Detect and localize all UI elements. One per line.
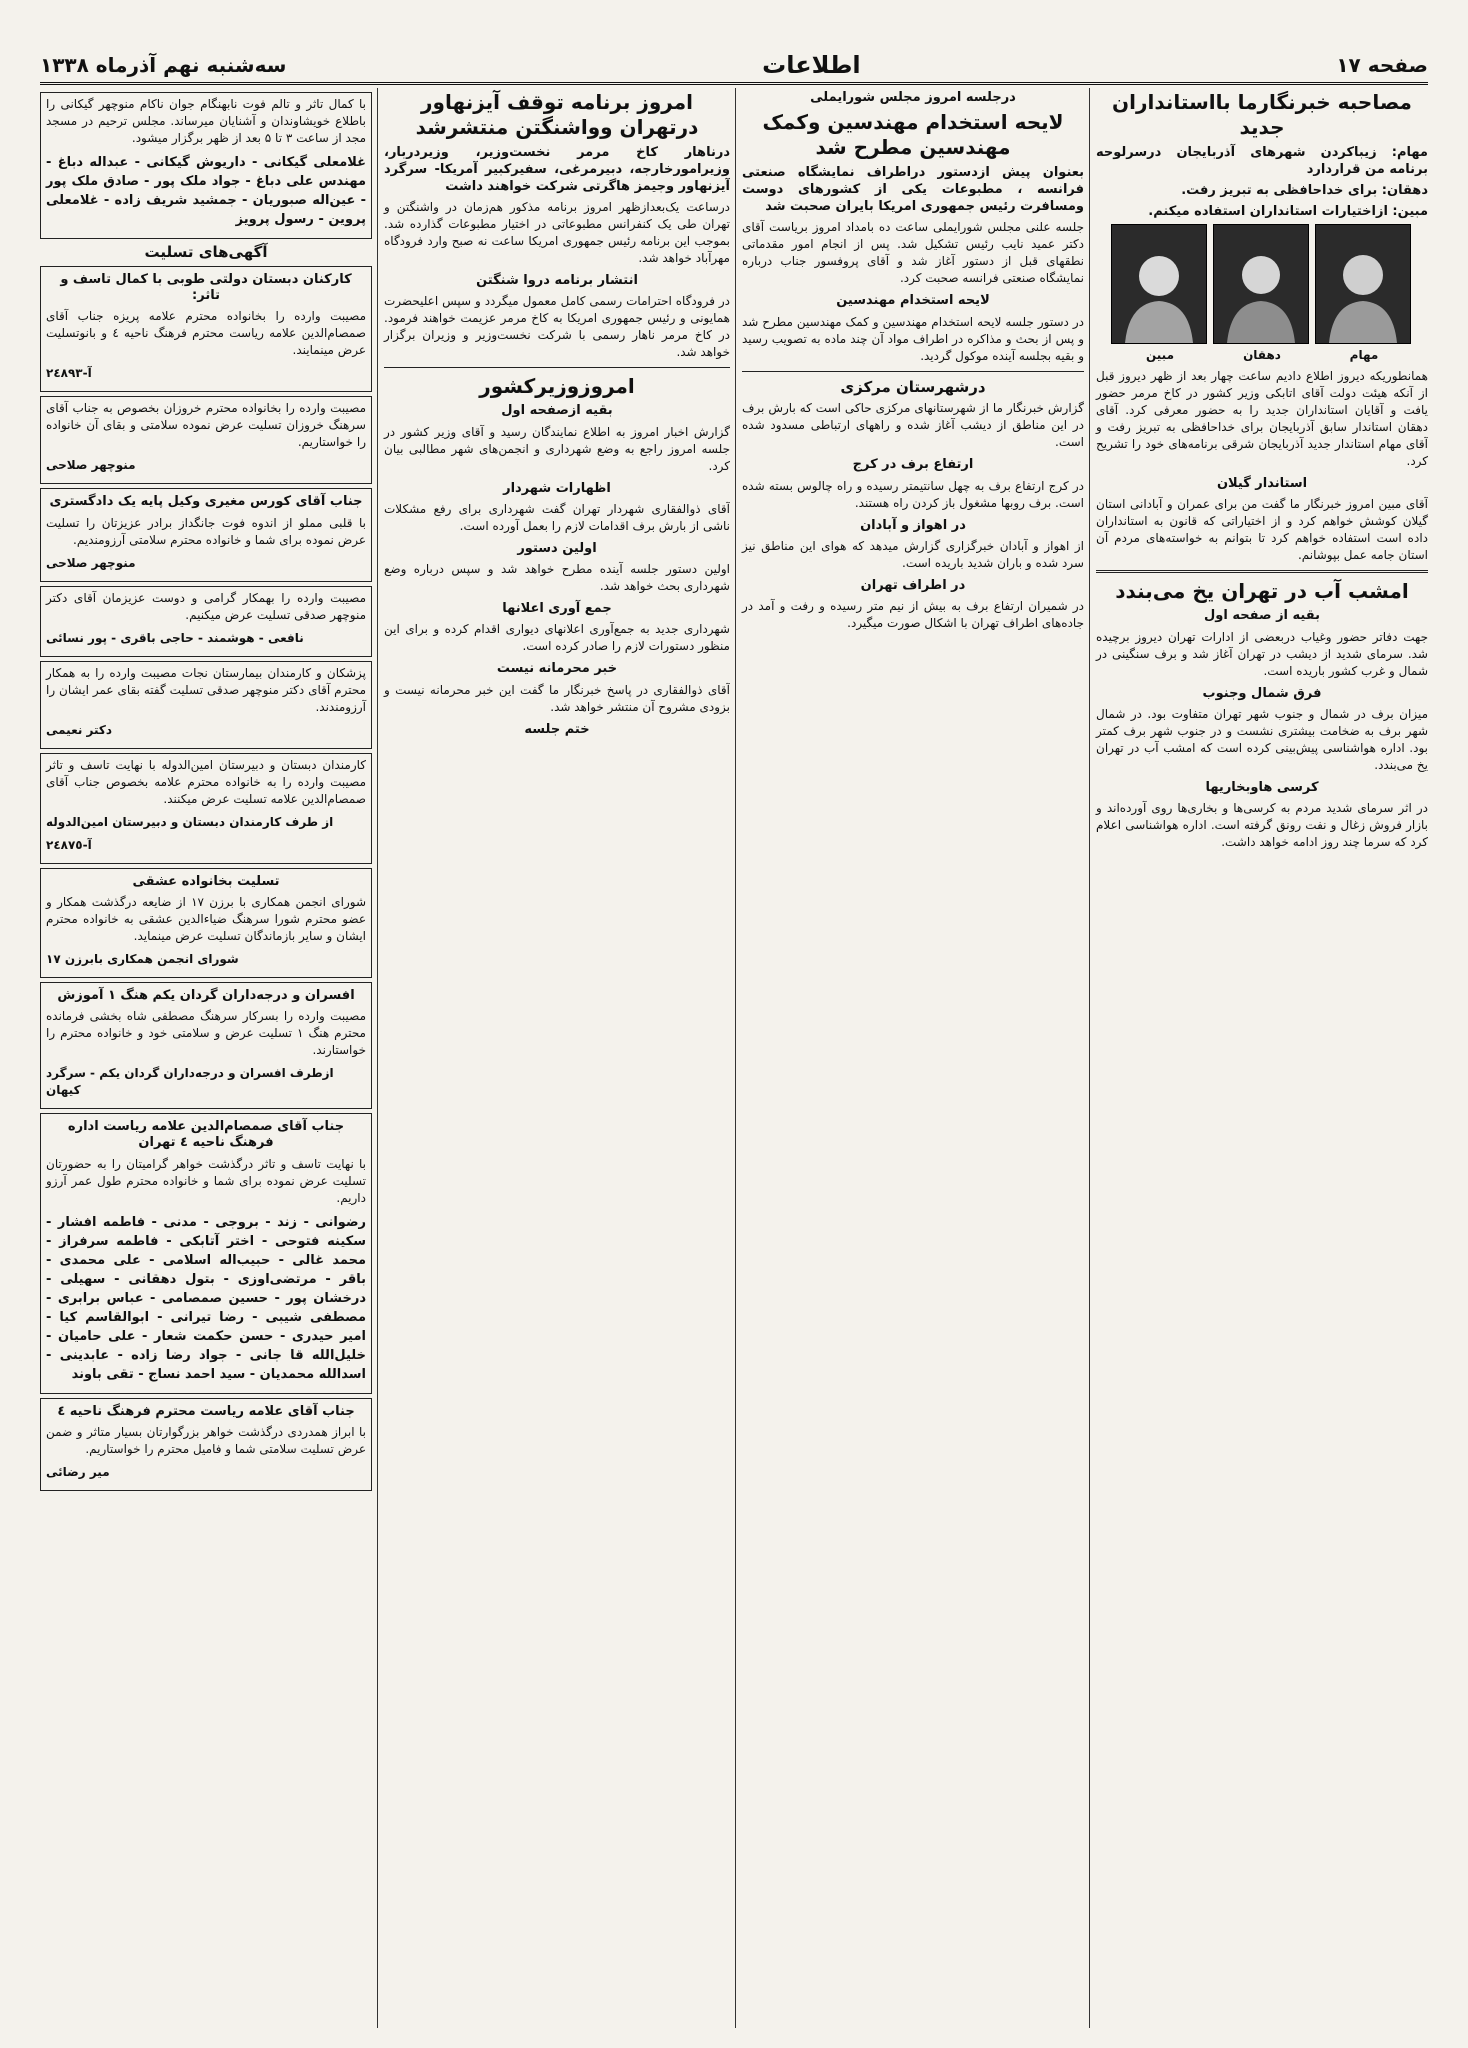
masthead [40, 48, 1428, 85]
notice-code: آ-۲٤۸۷٥ [46, 837, 92, 852]
article-body: درساعت یک‌بعدازظهر امروز برنامه مذکور هم‌زمان در واشنگتن و تهران طی یک کنفرانس مطبوعاتی در اختیار مطبوعات گذارده شد. بموجب این برنامه رئیس جمهوری امریکا ساعت نه صبح وارد فرودگاه مهرآباد خواهد شد. [384, 200, 730, 265]
section-heading: ارتفاع برف در کرج [852, 457, 974, 473]
divider [1096, 570, 1428, 573]
notice-title: جناب آقای کورس مغیری وکیل پایه یک دادگستری [49, 494, 363, 510]
article-body: در شمیران ارتفاع برف به بیش از نیم متر رسیده و رفت و آمد در جاده‌های اطراف تهران با اشکال صورت میگیرد. [742, 599, 1084, 630]
notice-body: با قلبی مملو از اندوه فوت جانگداز برادر عزیزتان را تسلیت عرض نموده برای شما و خانواده محترم سلامتی آرزومندیم. [46, 515, 366, 547]
article-body: آقای ذوالفقاری شهردار تهران گفت شهرداری برای رفع مشکلات ناشی از بارش برف اقدامات لازم را بعمل آورده است. [384, 501, 730, 533]
subheading: مهام: زیباکردن شهرهای آذربایجان درسرلوحه برنامه من قراردارد [1096, 145, 1428, 177]
notice-signature: دکتر نعیمی [46, 722, 113, 737]
notice-title: تسلیت بخانواده عشقی [132, 873, 280, 889]
column-parliament [735, 88, 1084, 2028]
notice-names: رضوانی - زند - بروجی - مدنی - فاطمه افشار - سکینه فتوحی - اختر آتابکی - فاطمه سرفراز - محمد غالی - حبیب‌اله اسلامی - علی محمدی - باقر - مرتضی‌اوزی - بتول دهقانی - سهیلی - درخشان پور - حسین صمصامی - عباس برابری - مصطفی شیبی - رضا تیرانی - ابوالقاسم کیا - امیر حیدری - حسن حکمت شعار - علی حامیان - خلیل‌الله قا جانی - جواد رضا زاده - عابدینی - اسدالله محمدیان - سید احمد نساج - تقی باوند [46, 1214, 366, 1382]
notice-body: پزشکان و کارمندان بیمارستان نجات مصیبت وارده را به همکار محترم آقای دکتر منوچهر صدقی تسلیت گفته بقای عمر ایشان را آرزومندند. [46, 665, 366, 714]
portrait-photo [1111, 224, 1207, 344]
portrait [1215, 224, 1309, 364]
notice-names: غلامعلی گیکانی - داریوش گیکانی - عبداله دباغ - مهندس علی دباغ - جواد ملک پور - صادق ملک پور - عین‌اله صبوریان - جمشید شریف زاده - غلامعلی پروین - رسول پرویز [46, 155, 366, 227]
portrait [1113, 224, 1207, 364]
article-body: جهت دفاتر حضور وغیاب دربعضی از ادارات تهران دیروز برچیده شد. سرمای شدید از دیشب در تهران آغاز شد و برف سنگینی در شمال و غرب کشور باریده است. [1096, 629, 1428, 678]
article-body: از اهواز و آبادان خبرگزاری گزارش میدهد که هوای این مناطق نیز سرد شده و باران شدید باریده است. [742, 538, 1084, 570]
portrait-caption: مبین [1145, 348, 1175, 362]
headline-parliament: لایحه استخدام مهندسین وکمک مهندسین مطرح شد [762, 110, 1064, 160]
section-heading: استاندار گیلان [1216, 476, 1308, 491]
notice-signature: از طرف کارمندان دبستان و دبیرستان امین‌الدوله [46, 814, 334, 829]
section-title: آگهی‌های تسلیت [144, 243, 268, 261]
section-heading: لایحه استخدام مهندسین [836, 293, 990, 309]
condolence-notice [40, 1398, 372, 1491]
headline-eisenhower: امروز برنامه توقف آیزنهاور درتهران وواشنگتن منتشرشد [415, 90, 699, 139]
column-eisenhower [377, 88, 730, 2028]
notice-body: شورای انجمن همکاری با برزن ۱۷ از ضایعه درگذشت همکار و عضو محترم شورا سرهنگ ضیاءالدین عشقی به خانواده محترم ایشان و سایر بازماندگان تسلیت عرض مینماید. [46, 894, 366, 943]
condolence-notice [40, 982, 372, 1109]
notice-title: جناب آقای صمصام‌الدین علامه ریاست اداره فرهنگ ناحیه ٤ تهران [67, 1119, 345, 1151]
section-heading: انتشار برنامه دروا شنگتن [476, 273, 638, 288]
subheading: درناهار کاخ مرمر نخست‌وزیر، وزیردربار، وزیرامورخارجه، دبیرمرغی، سفیرکبیر آمریکا- سرگرد آیزنهاور وجیمز هاگرتی شرکت خواهند داشت [384, 145, 730, 194]
portrait-caption: مهام [1349, 348, 1379, 362]
notice-title: جناب آقای علامه ریاست محترم فرهنگ ناحیه ٤ [57, 1403, 355, 1419]
section-heading: ختم جلسه [524, 721, 590, 737]
headline-weather: امشب آب در تهران یخ می‌بندد [1115, 579, 1409, 604]
notice-body: مصیبت وارده را بهمکار گرامی و دوست عزیزمان آقای دکتر منوچهر صدقی تسلیت عرض میکنیم. [46, 590, 366, 622]
divider [384, 367, 730, 368]
condolence-notice [40, 661, 372, 749]
condolence-notice [40, 266, 372, 393]
column-condolences [40, 88, 372, 2028]
headline-governors: مصاحبه خبرنگارما بااستانداران جدید [1112, 90, 1412, 139]
notice-title: افسران و درجه‌داران گردان یکم هنگ ۱ آموزش [57, 987, 355, 1003]
article-body: گزارش اخبار امروز به اطلاع نمایندگان رسید و آقای وزیر کشور در جلسه امروز راجع به وضع شهرداری و انجمن‌های شهر مطالبی بیان کرد. [384, 424, 730, 473]
subheading: مبین: ازاختیارات استانداران استفاده میکنم. [1148, 204, 1428, 219]
section-heading: جمع آوری اعلانها [502, 601, 612, 616]
notice-body: مصیبت وارده را بخانواده محترم علامه پریزه جناب آقای صمصام‌الدین علامه ریاست محترم فرهنگ ناحیه ٤ و بانوتسلیت عرض مینمایند. [46, 309, 366, 358]
portrait-caption: دهقان [1243, 348, 1281, 362]
portrait [1317, 224, 1411, 364]
notice-body: با ابراز همدردی درگذشت خواهر بزرگوارتان بسیار متاثر و ضمن عرض تسلیت سلامتی شما و فامیل محترم را خواستاریم. [46, 1424, 366, 1456]
condolence-notice [40, 488, 372, 581]
divider [742, 371, 1084, 372]
continuation-note: بقیه ازصفحه اول [501, 403, 613, 419]
continuation-note: بقیه از صفحه اول [1204, 608, 1320, 624]
column-interviews [1089, 88, 1428, 2028]
article-body: اولین دستور جلسه آینده مطرح خواهد شد و سپس درباره وضع شهرداری بحث خواهد شد. [384, 562, 730, 593]
article-body: شهرداری جدید به جمع‌آوری اعلانهای دیواری اقدام کرده و برای این منظور دستورات لازم را صادر کرده است. [384, 622, 730, 654]
notice-title: کارکنان دبستان دولتی طوبی با کمال تاسف و تاثر: [60, 271, 352, 303]
notice-signature: میر رضائی [46, 1464, 110, 1479]
condolence-notice [40, 396, 372, 484]
article-body: در فرودگاه احترامات رسمی کامل معمول میگردد و سپس اعلیحضرت همایونی و رئیس جمهوری امریکا به کاخ مرمر عزیمت خواهند فرمود. در کاخ مرمر ناهار رسمی با شرکت نخست‌وزیر و وزیران برگزار خواهد شد. [384, 294, 730, 360]
section-heading: در اهواز و آبادان [860, 517, 966, 533]
notice-body: با نهایت تاسف و تاثر درگذشت خواهر گرامیتان را به حضورتان تسلیت عرض نموده برای شما و خانواده محترم طول عمر آرزو داریم. [46, 1156, 366, 1205]
subheading: بعنوان پیش ازدستور دراطراف نمایشگاه صنعتی فرانسه ، مطبوعات یکی از کشورهای دوست ومسافرت رئیس جمهوری امریکا بایران صحبت شد [742, 165, 1084, 215]
section-heading: خبر محرمانه نیست [496, 661, 618, 677]
notice-body: مصیبت وارده را بخانواده محترم خروزان بخصوص به جناب آقای سرهنگ خروزان تسلیت عرض نموده سلامتی و بقای آن خانواده را خواستاریم. [46, 401, 366, 450]
notice-signature: شورای انجمن همکاری بابرزن ۱۷ [46, 951, 239, 966]
article-body: در اثر سرمای شدید مردم به کرسی‌ها و بخاری‌ها روی آورده‌اند و بازار فروش زغال و نفت رونق گرفته است. اداره هواشناسی اعلام کرد که سرما چند روز ادامه خواهد داشت. [1096, 801, 1428, 849]
newspaper-name: اطلاعات [762, 51, 861, 79]
section-heading: فرق شمال وجنوب [1202, 685, 1322, 701]
portrait-row [1096, 224, 1428, 364]
notice-body: کارمندان دبستان و دبیرستان امین‌الدوله با نهایت تاسف و تاثر مصیبت وارده را به خانواده محترم علامه بخصوص جناب آقای صمصام‌الدین علامه تسلیت عرض میکنند. [46, 757, 366, 806]
death-notice [40, 92, 372, 239]
notice-signature: ازطرف افسران و درجه‌داران گردان یکم - سرگرد کیهان [46, 1066, 334, 1097]
notice-body: مصیبت وارده را بسرکار سرهنگ مصطفی شاه بخشی فرمانده محترم هنگ ۱ تسلیت عرض و سلامتی خود و خانواده محترم را خواستارند. [46, 1009, 366, 1057]
article-body: در کرج ارتفاع برف به چهل سانتیمتر رسیده و راه چالوس بسته شده است. برف روبها مشغول باز کردن راه هستند. [742, 478, 1084, 510]
section-heading: اولین دستور [517, 540, 597, 556]
section-heading: درشهرستان مرکزی [840, 377, 986, 396]
article-body: در دستور جلسه لایحه استخدام مهندسین و کمک مهندسین مطرح شد و پس از بحث و مذاکره در اطراف مواد آن چند ماده به تصویب رسید و بقیه بجلسه آینده موکول گردید. [742, 314, 1084, 363]
condolence-notice [40, 753, 372, 864]
kicker: درجلسه امروز مجلس شورایملی [810, 90, 1016, 105]
issue-date: سه‌شنبه نهم آذرماه ۱۳۳۸ [40, 53, 287, 77]
condolence-notice [40, 868, 372, 978]
notice-code: آ-۲٤۸۹۳ [46, 366, 92, 381]
headline-interior-minister: امروزوزیرکشور [479, 374, 635, 399]
article-body: گزارش خبرنگار ما از شهرستانهای مرکزی حاکی است که بارش برف در این مناطق از دیشب آغاز شده و راههای ارتباطی مسدود شده است. [742, 401, 1084, 450]
section-heading: اظهارات شهردار [503, 480, 611, 496]
page-number: صفحه ۱۷ [1336, 53, 1428, 77]
article-body: آقای ذوالفقاری در پاسخ خبرنگار ما گفت این خبر محرمانه نیست و بزودی مشروح آن منتشر خواهد شد. [384, 682, 730, 714]
subheading: دهقان: برای خداحافظی به تبریز رفت. [1181, 183, 1428, 198]
section-heading: در اطراف تهران [860, 577, 966, 593]
notice-signature: منوچهر صلاحی [46, 555, 136, 570]
notice-body: با کمال تاثر و تالم فوت نابهنگام جوان ناکام منوچهر گیکانی را باطلاع خویشاوندان و آشنایان میرساند. مجلس ترحیم در مسجد مجد از ساعت ۳ تا ۵ بعد از ظهر برگزار میشود. [46, 97, 366, 145]
article-body: آقای مبین امروز خبرنگار ما گفت من برای عمران و آبادانی استان گیلان کوشش خواهم کرد و از اختیاراتی که قانون به استانداران داده است استفاده خواهم کرد تا بتوانم به خواسته‌های مردم آن استان جامه عمل بپوشانم. [1096, 497, 1428, 563]
section-heading: کرسی هاوبخاریها [1205, 779, 1319, 795]
condolence-notice [40, 586, 372, 657]
article-body: جلسه علنی مجلس شورایملی ساعت ده بامداد امروز بریاست آقای دکتر عمید نایب رئیس تشکیل شد. پس از انجام امور مقدماتی نطقهای قبل از دستور آغاز شد و آقای پروفسور جناب درباره نمایشگاه صنعتی فرانسه صحبت کرد. [742, 220, 1084, 286]
condolence-notice [40, 1113, 372, 1394]
article-body: همانطوریکه دیروز اطلاع دادیم ساعت چهار بعد از ظهر دیروز قبل از آنکه هیئت دولت آقای اتابکی وزیر کشور در کاخ مرمر حضور یافت و آقایان استانداران جدید را به حضور معرفی کرد. آقای دهقان استاندار سابق آذربایجان برای خداحافظی به تبریز رفت و آقای مهام استاندار جدید آذربایجان شرقی برنامه‌های خود را تشریح کرد. [1096, 369, 1428, 468]
portrait-photo [1315, 224, 1411, 344]
article-body: میزان برف در شمال و جنوب شهر تهران متفاوت بود. در شمال شهر برف به ضخامت بیشتری نشست و در جنوب شهر برف کمتر بود. اداره هواشناسی پیش‌بینی کرده است که امشب آب در تهران یخ می‌بندد. [1096, 706, 1428, 772]
notice-signature: منوچهر صلاحی [46, 458, 136, 473]
notice-signature: نافعی - هوشمند - حاجی باقری - پور نسائی [46, 630, 304, 645]
portrait-photo [1213, 224, 1309, 344]
